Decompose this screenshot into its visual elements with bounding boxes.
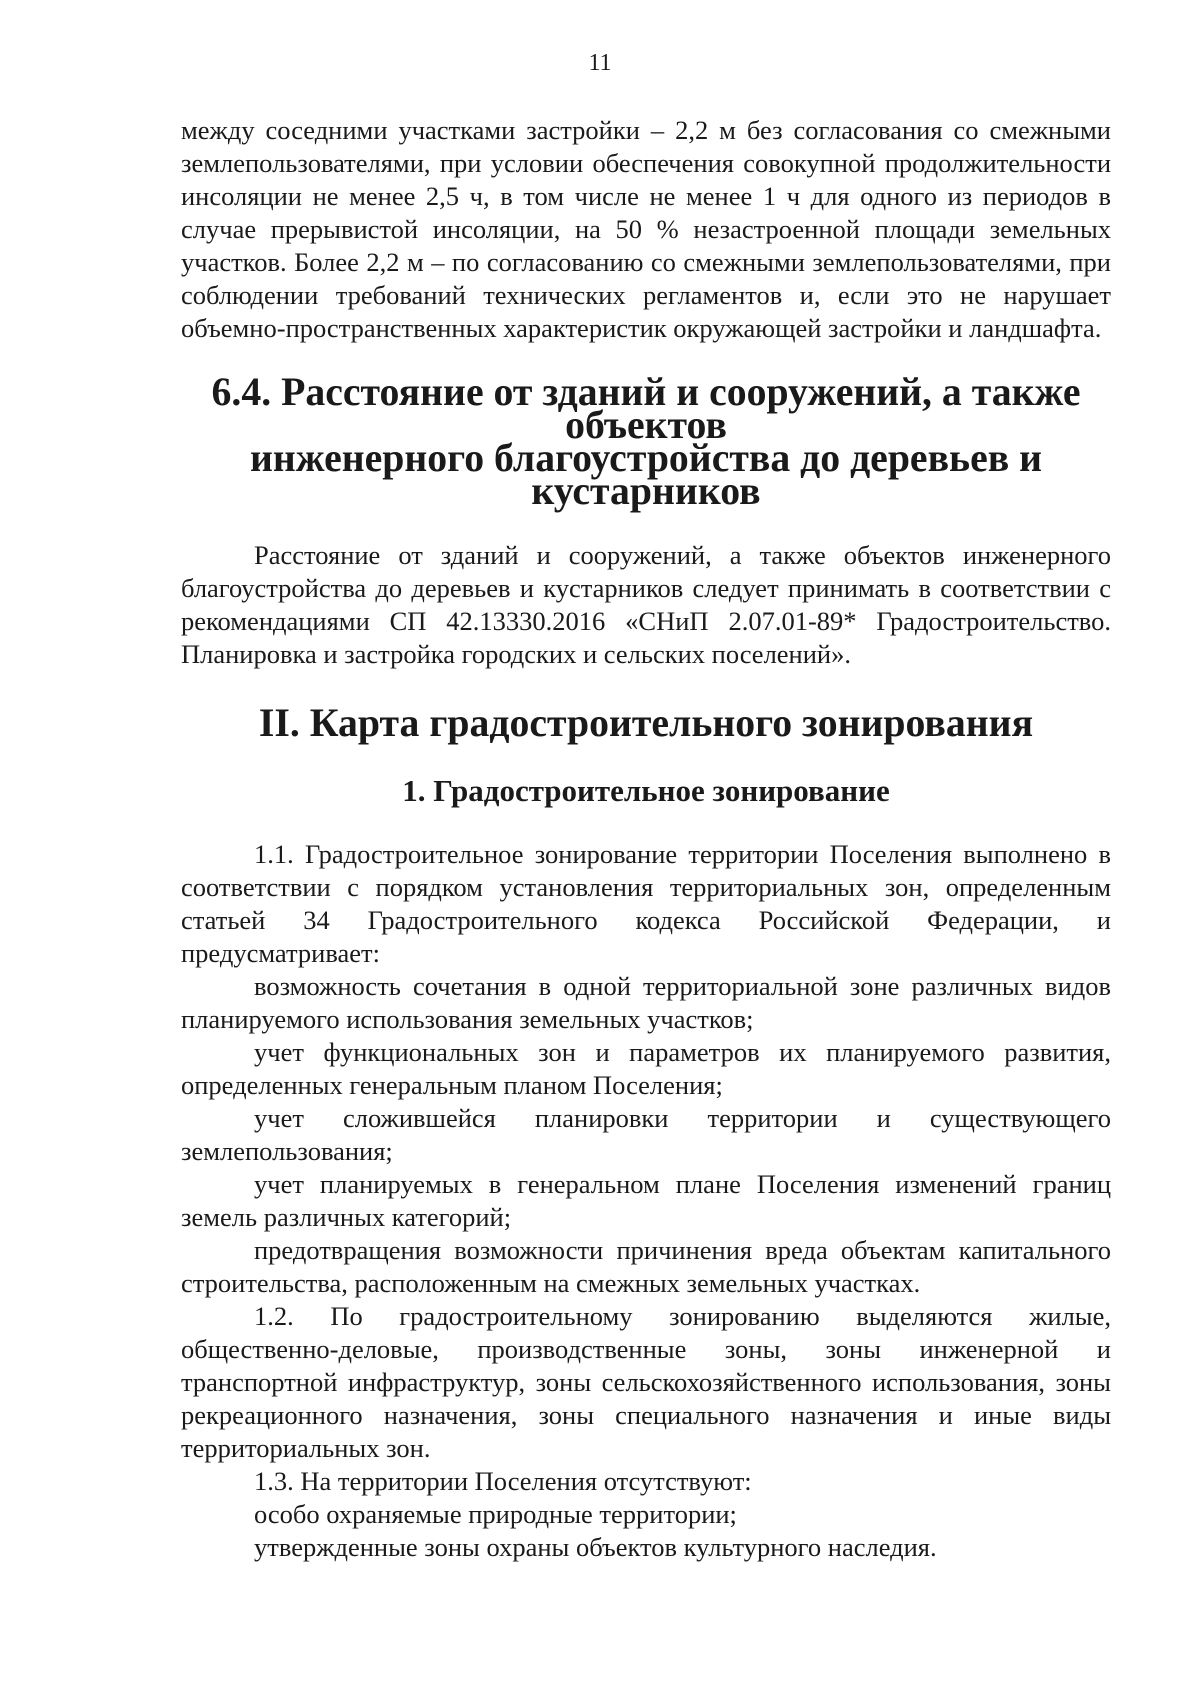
document-body bbox=[181, 114, 1111, 1564]
section-1-heading: 1. Градостроительное зонирование bbox=[402, 773, 890, 808]
paragraph-1-1: 1.1. Градостроительное зонирование территории Поселения выполнено в соответствии с порядком установления территориальных зон, определенным статьей 34 Градостроительного кодекса Российской Федерации, и предусматривает: bbox=[181, 839, 1111, 968]
page-number: 11 bbox=[588, 50, 612, 76]
section-6-4-heading-line1: 6.4. Расстояние от зданий и сооружений, а также объектов bbox=[211, 370, 1081, 447]
list-item-heritage-zones: утвержденные зоны охраны объектов культурного наследия. bbox=[254, 1532, 937, 1562]
list-item-protected-territories: особо охраняемые природные территории; bbox=[254, 1499, 737, 1529]
section-6-4-heading bbox=[181, 370, 1111, 513]
list-item-land-categories: учет планируемых в генеральном плане Поселения изменений границ земель различных категорий; bbox=[181, 1169, 1111, 1232]
paragraph-setback-continuation: между соседними участками застройки – 2,2 м без согласования со смежными землепользователями, при условии обеспечения совокупной продолжительности инсоляции не менее 2,5 ч, в том числе не менее 1 ч для одного из периодов в случае прерывистой инсоляции, на 50 % незастроенной площади земельных участков. Более 2,2 м – по согласованию со смежными землепользователями, при соблюдении требований технических регламентов и, если это не нарушает объемно-пространственных характеристик окружающей застройки и ландшафта. bbox=[181, 115, 1111, 343]
list-item-functional-zones: учет функциональных зон и параметров их планируемого развития, определенных генеральным планом Поселения; bbox=[181, 1037, 1111, 1100]
list-item-harm-prevention: предотвращения возможности причинения вреда объектам капитального строительства, расположенным на смежных земельных участках. bbox=[181, 1235, 1111, 1298]
section-6-4-paragraph: Расстояние от зданий и сооружений, а также объектов инженерного благоустройства до деревьев и кустарников следует принимать в соответствии с рекомендациями СП 42.13330.2016 «СНиП 2.07.01-89* Градостроительство. Планировка и застройка городских и сельских поселений». bbox=[181, 540, 1111, 669]
section-6-4-heading-line2: инженерного благоустройства до деревьев и кустарников bbox=[249, 436, 1043, 513]
list-item-existing-layout: учет сложившейся планировки территории и существующего землепользования; bbox=[181, 1103, 1111, 1166]
paragraph-1-2: 1.2. По градостроительному зонированию выделяются жилые, общественно-деловые, производственные зоны, зоны инженерной и транспортной инфраструктур, зоны сельскохозяйственного использования, зоны рекреационного назначения, зоны специального назначения и иные виды территориальных зон. bbox=[181, 1301, 1111, 1463]
paragraph-1-3: 1.3. На территории Поселения отсутствуют: bbox=[254, 1466, 752, 1496]
part-2-heading: II. Карта градостроительного зонирования bbox=[258, 701, 1034, 745]
list-item-combination: возможность сочетания в одной территориальной зоне различных видов планируемого использования земельных участков; bbox=[181, 971, 1111, 1034]
